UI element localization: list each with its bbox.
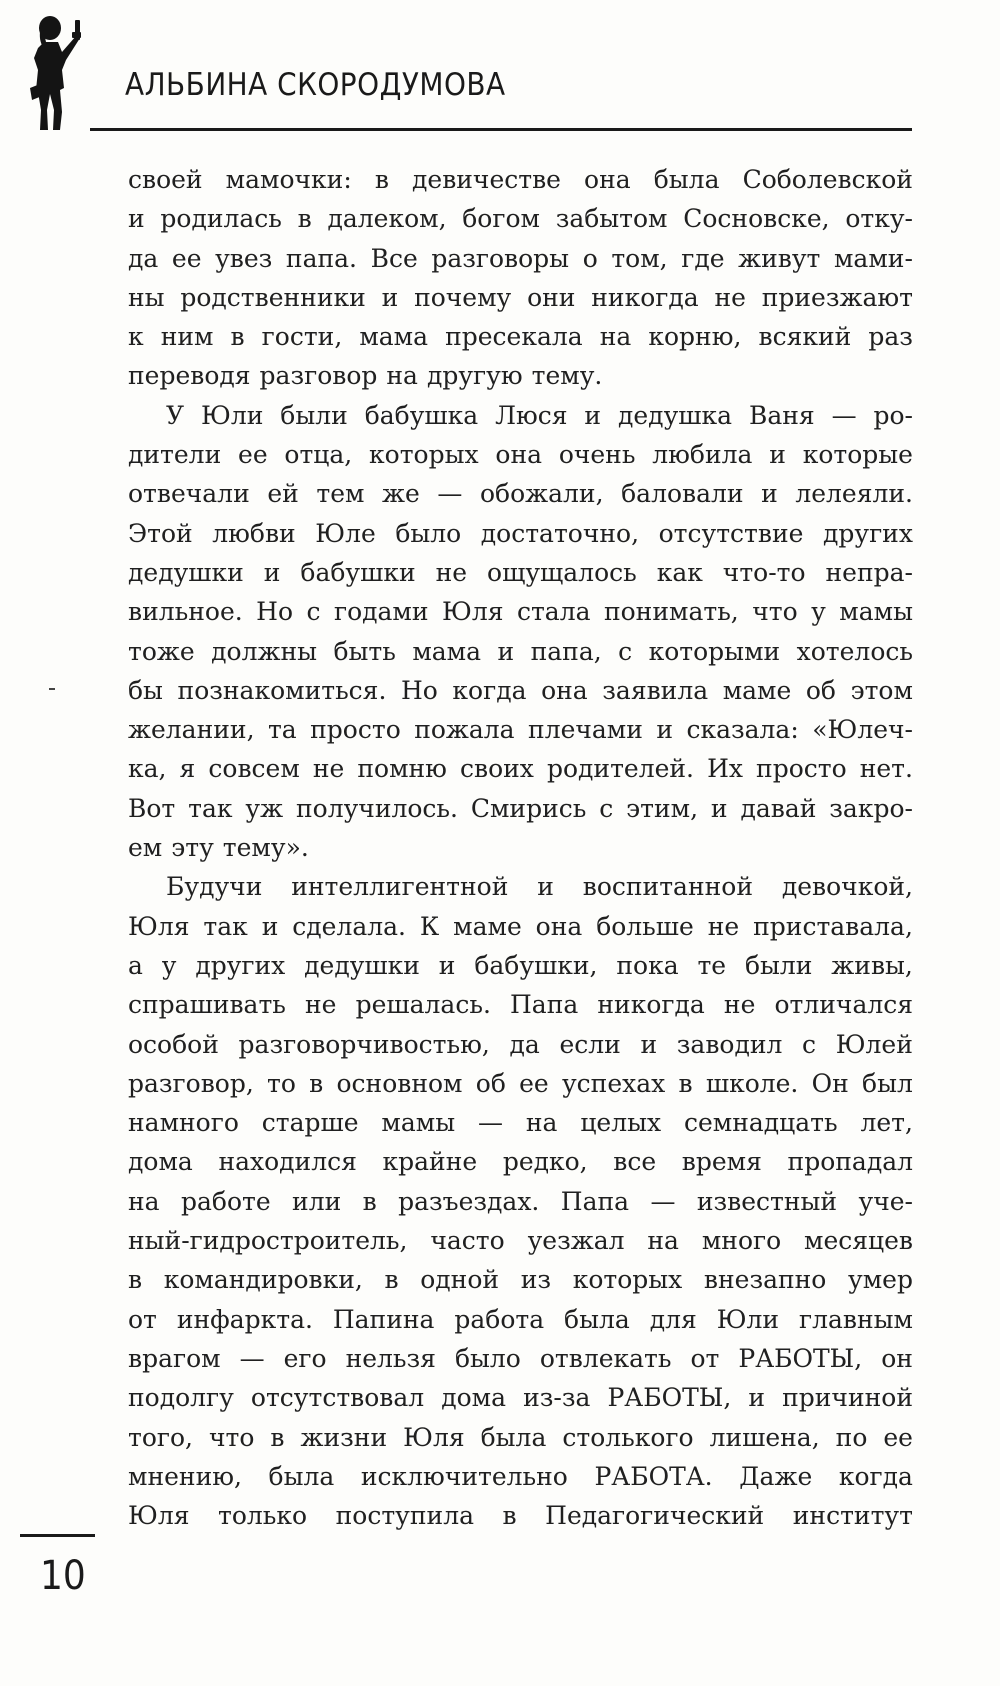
text-line: бы познакомиться. Но когда она заявила маме об этом [128,675,913,705]
text-line: подолгу отсутствовал дома из-за РАБОТЫ, и причиной [128,1383,913,1413]
text-line: У Юли были бабушка Люся и дедушка Ваня — ро- [166,400,913,430]
woman-with-gun-silhouette-icon [20,14,94,132]
text-line: спрашивать не решалась. Папа никогда не отличался [128,990,913,1020]
text-line: от инфаркта. Папина работа была для Юли главным [128,1304,913,1334]
text-line: переводя разговор на другую тему. [128,361,603,391]
text-line: и родилась в далеком, богом забытом Сосновске, отку- [128,204,913,234]
margin-mark [49,688,55,690]
text-line: ка, я совсем не помню своих родителей. Их просто нет. [128,754,913,784]
page-number: 10 [40,1553,86,1599]
text-line: Вот так уж получилось. Смирись с этим, и давай закро- [128,793,913,823]
text-line: желании, та просто пожала плечами и сказала: «Юлеч- [128,715,913,745]
text-line: Юля только поступила в Педагогический институт [128,1501,913,1531]
text-line: отвечали ей тем же — обожали, баловали и лелеяли. [128,479,913,509]
text-line: врагом — его нельзя было отвлекать от РАБОТЫ, он [128,1343,913,1373]
text-line: да ее увез папа. Все разговоры о том, где живут мами- [128,243,913,273]
text-line: дители ее отца, которых она очень любила и которые [128,440,913,470]
text-line: ем эту тему». [128,833,309,863]
text-line: тоже должны быть мама и папа, с которыми хотелось [128,636,913,666]
text-line: а у других дедушки и бабушки, пока те были живы, [128,950,913,980]
text-line: своей мамочки: в девичестве она была Соболевской [128,165,913,194]
text-line: дома находился крайне редко, все время пропадал [128,1147,913,1177]
text-line: вильное. Но с годами Юля стала понимать, что у мамы [128,597,913,627]
text-line: ный-гидростроитель, часто уезжал на много месяцев [128,1226,913,1256]
text-line: Будучи интеллигентной и воспитанной девочкой, [166,872,913,902]
footer-divider [20,1534,95,1537]
text-line: Юля так и сделала. К маме она больше не приставала, [128,911,913,941]
text-line: намного старше мамы — на целых семнадцать лет, [128,1108,913,1138]
text-line: к ним в гости, мама пресекала на корню, всякий раз [128,322,913,352]
header-divider [90,128,912,131]
text-line: ны родственники и почему они никогда не приезжают [128,282,913,312]
text-line: особой разговорчивостью, да если и заводил с Юлей [128,1029,913,1059]
running-header-author: АЛЬБИНА СКОРОДУМОВА [125,67,506,103]
text-line: Этой любви Юле было достаточно, отсутствие других [128,518,913,548]
text-line: в командировки, в одной из которых внезапно умер [128,1265,913,1295]
text-line: разговор, то в основном об ее успехах в школе. Он был [128,1068,913,1098]
text-line: на работе или в разъездах. Папа — известный уче- [128,1186,913,1216]
text-line: того, что в жизни Юля была столького лишена, по ее [128,1422,913,1452]
text-line: мнению, была исключительно РАБОТА. Даже когда [128,1461,913,1491]
text-line: дедушки и бабушки не ощущалось как что-то непра- [128,557,913,587]
body-text [128,160,913,1535]
